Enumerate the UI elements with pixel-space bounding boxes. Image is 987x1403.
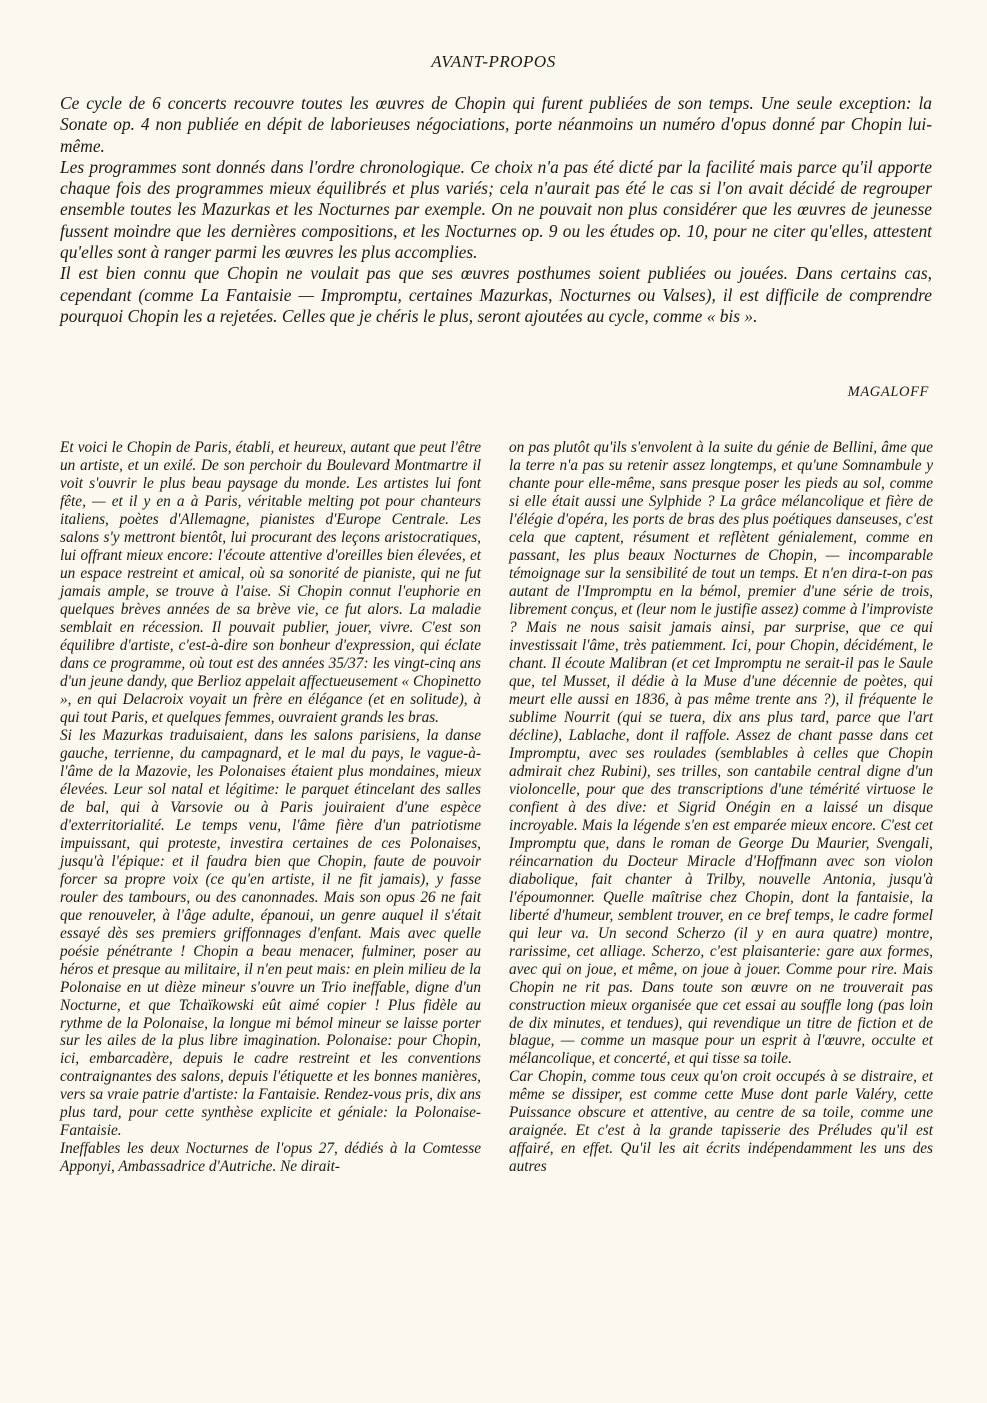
left-column — [60, 439, 481, 1389]
body-paragraph: Et voici le Chopin de Paris, établi, et heureux, autant que peut l'être un artiste, et un exilé. De son perchoir du Boulevard Montmartre il voit s'ouvrir le plus beau paysage du monde. Les artistes lui font fête, — et il y en a à Paris, véritable melting pot pour chanteurs italiens, poètes d'Allemagne, pianistes d'Europe Centrale. Les salons s'y mettront bientôt, lui procurant des leçons aristocratiques, lui offrant mieux encore: l'écoute attentive d'oreilles bien élevées, et un espace restreint et amical, où sa sonorité de pianiste, qui ne fut jamais ample, se trouve à l'aise. Si Chopin connut l'euphorie en quelques brèves années de sa brève vie, ce fut alors. La maladie semblait en récession. Il pouvait publier, jouer, vivre. C'est son équilibre d'artiste, c'est-à-dire son bonheur d'expression, qui éclate dans ce programme, où tout est des années 35/37: les vingt-cinq ans d'un jeune dandy, que Berlioz appelait affectueusement « Chopinetto », en qui Delacroix voyait un frère en élégance (et en solitude), à qui tout Paris, et quelques femmes, ouvraient grands les bras. — [60, 439, 481, 726]
preface-paragraph: Les programmes sont donnés dans l'ordre chronologique. Ce choix n'a pas été dicté par la facilité mais parce qu'il apporte chaque fois des programmes mieux équilibrés et plus variés; cela n'aurait pas été le cas si l'on avait décidé de regrouper ensemble toutes les Mazurkas et les Nocturnes par exemple. On ne pouvait non plus considérer que les œuvres de jeunesse fussent moindre que les dernières compositions, et les Nocturnes op. 9 ou les études op. 10, pour ne citer qu'elles, attestent qu'elles sont à ranger parmi les œuvres les plus accomplies. — [60, 156, 932, 263]
body-paragraph: Car Chopin, comme tous ceux qu'on croit occupés à se distraire, et même se dissiper, est comme cette Muse dont parle Valéry, cette Puissance obscure et attentive, au centre de sa toile, comme une araignée. Et c'est à la grande tapisserie des Préludes qu'il est affairé, en effet. Qu'il les ait écrits indépendamment les uns des autres — [509, 1068, 933, 1176]
right-column — [509, 439, 933, 1389]
preface-paragraph: Ce cycle de 6 concerts recouvre toutes les œuvres de Chopin qui furent publiées de son temps. Une seule exception: la Sonate op. 4 non publiée en dépit de laborieuses négociations, porte néanmoins un numéro d'opus donné par Chopin lui-même. — [60, 93, 932, 156]
preface — [60, 93, 932, 327]
page-title: AVANT-PROPOS — [431, 52, 556, 71]
signature: MAGALOFF — [847, 384, 929, 400]
body-paragraph: Si les Mazurkas traduisaient, dans les salons parisiens, la danse gauche, terrienne, du campagnard, et le mal du pays, le vague-à-l'âme de la Mazovie, les Polonaises étaient plus mondaines, mieux élevées. Leur sol natal et légitime: le parquet étincelant des salles de bal, qui à Varsovie ou à Paris jouiraient d'une espèce d'exterritorialité. Le temps venu, l'âme fière d'un patriotisme impuissant, qui proteste, investira certaines de ces Polonaises, jusqu'à l'épique: et il faudra bien que Chopin, faute de pouvoir forcer sa propre voix (ce qu'en artiste, il ne fit jamais), y fasse rouler des tambours, ou des canonnades. Mais son opus 26 ne fait que renouveler, à l'âge adulte, épanoui, un genre auquel il s'était essayé dès ses premiers griffonnages d'enfant. Mais avec quelle poésie pénétrante ! Chopin a beau menacer, fulminer, poser au héros et presque au militaire, il n'en peut mais: en plein milieu de la Polonaise en ut dièze mineur s'ouvre un Trio ineffable, digne d'un Nocturne, et que Tchaïkowski eût aimé copier ! Plus fidèle au rythme de la Polonaise, la longue mi bémol mineur se laisse porter sur les ailes de la plus libre imagination. Polonaise: pour Chopin, ici, embarcadère, depuis le cadre restreint et les conventions contraignantes des salons, depuis l'étiquette et les bonnes manières, vers sa vraie patrie d'artiste: la Fantaisie. Rendez-vous pris, dix ans plus tard, pour cette synthèse explicite et géniale: la Polonaise-Fantaisie. — [60, 726, 481, 1140]
body-paragraph: Ineffables les deux Nocturnes de l'opus 27, dédiés à la Comtesse Apponyi, Ambassadrice d'Autriche. Ne dirait- — [60, 1140, 481, 1176]
body-paragraph: on pas plutôt qu'ils s'envolent à la suite du génie de Bellini, âme que la terre n'a pas su retenir assez longtemps, et qu'une Somnambule y chante pour elle-même, sans presque poser les pieds au sol, comme si elle était aussi une Sylphide ? La grâce mélancolique et fière de l'élégie d'opéra, les ports de bras des plus poétiques danseuses, c'est cela que captent, résument et reflètent génialement, comme en passant, les plus beaux Nocturnes de Chopin, — incomparable témoignage sur la sensibilité de tout un temps. Et n'en dira-t-on pas autant de l'Impromptu en la bémol, premier d'une série de trois, librement conçus, et (leur nom le justifie assez) comme à l'improviste ? Mais ne nous saisit jamais ainsi, par surprise, que ce qui investissait l'âme, très patiemment. Ici, pour Chopin, décidément, le chant. Il écoute Malibran (et cet Impromptu ne serait-il pas le Saule que, tel Musset, il dédie à la Muse d'une décennie de poètes, qui meurt elle aussi en 1836, à pas même trente ans ?), il fréquente le sublime Nourrit (qui se tuera, dix ans plus tard, parce que l'art décline), Lablache, dont il raffole. Assez de chant passe dans cet Impromptu, avec ses roulades (semblables à celles que Chopin admirait chez Rubini), ses trilles, son cantabile central digne d'un violoncelle, pour que des transcriptions d'une témérité virtuose le confient à des dive: et Sigrid Onégin en a laissé un disque incroyable. Mais la légende s'en est emparée mieux encore. C'est cet Impromptu que, dans le roman de George Du Maurier, Svengali, réincarnation du Docteur Miracle d'Hoffmann avec son violon diabolique, fait chanter à Trilby, nouvelle Antonia, jusqu'à l'époumonner. Quelle maîtrise chez Chopin, dont la fantaisie, la liberté d'humeur, semblent trouver, en ce bref temps, le cadre formel qui leur va. Un second Scherzo (il y en aura quatre) montre, rarissime, cet alliage. Scherzo, c'est plaisanterie: gare aux formes, avec qui on joue, et même, on joue à jouer. Comme pour rire. Mais Chopin ne rit pas. Dans toute son œuvre on ne trouverait pas construction mieux organisée que cet essai au souffle long (pas loin de dix minutes, et tendues), qui revendique un titre de fiction et de blague, — comme un masque pour un esprit à l'œuvre, occulte et mélancolique, et concerté, et qui tisse sa toile. — [509, 439, 933, 1068]
preface-paragraph: Il est bien connu que Chopin ne voulait pas que ses œuvres posthumes soient publiées ou jouées. Dans certains cas, cependant (comme La Fantaisie — Impromptu, certaines Mazurkas, Nocturnes ou Valses), il est difficile de comprendre pourquoi Chopin les a rejetées. Celles que je chéris le plus, seront ajoutées au cycle, comme « bis ». — [60, 263, 932, 326]
